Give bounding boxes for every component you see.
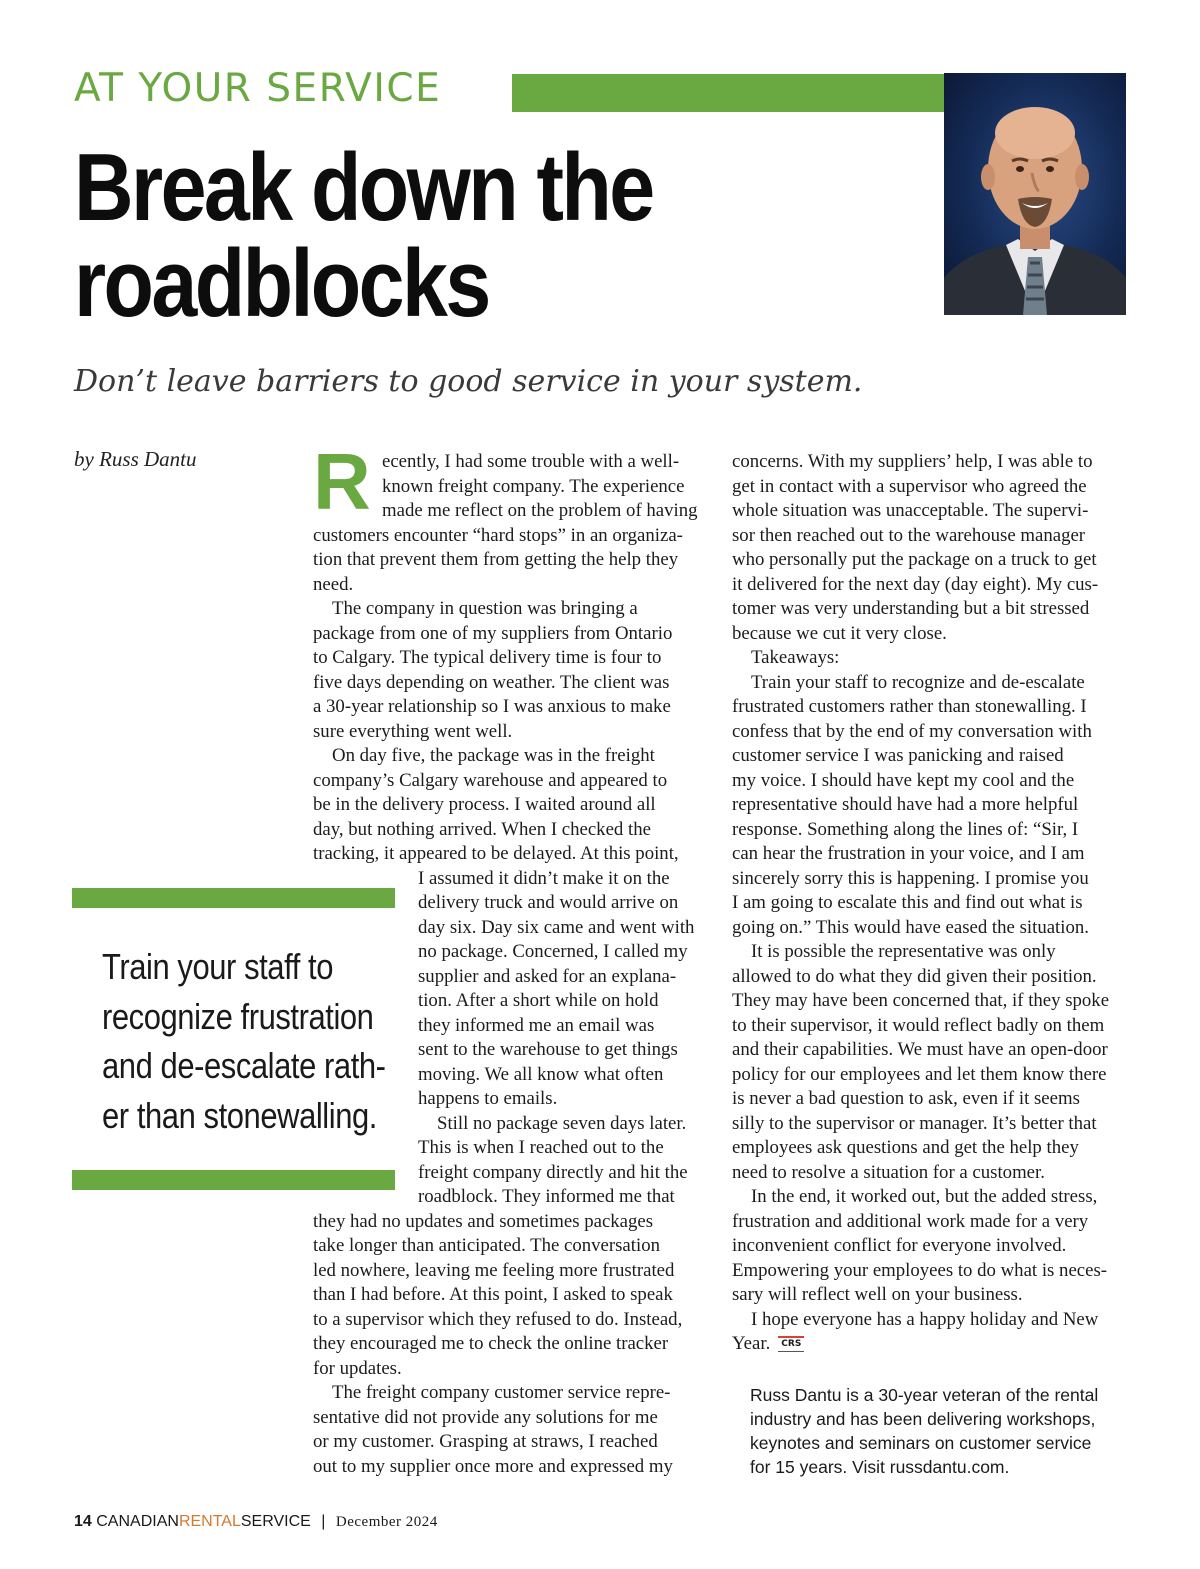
magazine-name-rental: RENTAL [178, 1513, 241, 1530]
body-line: my voice. I should have kept my cool and the [732, 769, 1075, 791]
body-line: Train your staff to recognize and de-escalate [751, 671, 1085, 693]
body-line: moving. We all know what often [418, 1063, 664, 1085]
body-line: need to resolve a situation for a customer. [732, 1161, 1045, 1183]
body-line: silly to the supervisor or manager. It’s better that [732, 1112, 1097, 1134]
body-line: This is when I reached out to the [418, 1137, 664, 1158]
body-line: On day five, the package was in the freight [332, 745, 655, 766]
magazine-name-service: SERVICE [240, 1513, 311, 1530]
body-line: tion. After a short while on hold [418, 990, 659, 1011]
author-portrait-illustration [944, 73, 1126, 315]
dek-subtitle: Don’t leave barriers to good service in your system. [74, 364, 863, 399]
body-line: sary will reflect well on your business. [732, 1284, 1023, 1305]
body-line: going on.” This would have eased the situation. [732, 916, 1089, 938]
body-line: I am going to escalate this and find out what is [732, 892, 1083, 913]
article-column-2 [732, 450, 1109, 1357]
last-line-text: Year. [732, 1333, 771, 1354]
body-line: out to my supplier once more and expressed my [313, 1455, 673, 1477]
byline: by Russ Dantu [74, 447, 197, 471]
body-line: to a supervisor which they refused to do. Instead, [313, 1308, 683, 1330]
body-line: it delivered for the next day (day eight). My cus- [732, 573, 1099, 595]
body-line: roadblock. They informed me that [418, 1186, 675, 1207]
headline-line-2: roadblocks [74, 230, 489, 337]
headline-line-1: Break down the [74, 134, 653, 241]
pull-quote-line: Train your staff to [102, 946, 334, 987]
body-line: The company in question was bringing a [332, 598, 638, 619]
body-line: freight company directly and hit the [418, 1161, 688, 1183]
body-line: led nowhere, leaving me feeling more frustrated [313, 1259, 675, 1281]
body-line: day, but nothing arrived. When I checked the [313, 818, 651, 840]
page-number: 14 [74, 1513, 92, 1530]
body-line: delivery truck and would arrive on [418, 892, 679, 913]
body-line: The freight company customer service repre- [332, 1382, 671, 1403]
body-line: It is possible the representative was only [751, 941, 1056, 962]
body-line: to Calgary. The typical delivery time is four to [313, 647, 662, 668]
section-label: AT YOUR SERVICE [74, 66, 442, 111]
body-line: package from one of my suppliers from Ontario [313, 622, 673, 644]
pull-quote-bottom-bar [72, 1170, 395, 1190]
body-line: allowed to do what they did given their position. [732, 965, 1097, 987]
body-line: inconvenient conflict for everyone involved. [732, 1235, 1067, 1256]
headline [74, 134, 788, 337]
body-line: Empowering your employees to do what is neces- [732, 1259, 1108, 1281]
body-line: representative should have had a more helpful [732, 794, 1079, 815]
pull-quote-line: and de-escalate rath- [102, 1045, 386, 1086]
body-line: company’s Calgary warehouse and appeared to [313, 769, 668, 791]
body-line: no package. Concerned, I called my [418, 941, 688, 962]
bio-line: keynotes and seminars on customer service [750, 1433, 1092, 1453]
body-line: five days depending on weather. The client was [313, 671, 670, 693]
body-line: Takeaways: [751, 647, 840, 668]
body-line: tomer was very understanding but a bit stressed [732, 598, 1090, 619]
body-line: day six. Day six came and went with [418, 916, 695, 938]
body-line: get in contact with a supervisor who agreed the [732, 475, 1087, 497]
bio-line: for 15 years. Visit russdantu.com. [750, 1457, 1010, 1477]
body-line: They may have been concerned that, if they spoke [732, 990, 1110, 1011]
body-line: because we cut it very close. [732, 622, 947, 644]
body-line: response. Something along the lines of: “Sir, I [732, 818, 1079, 840]
issue-date: December 2024 [335, 1514, 438, 1530]
bio-line: Russ Dantu is a 30-year veteran of the rental [750, 1385, 1099, 1405]
body-line: sent to the warehouse to get things [418, 1039, 678, 1060]
magazine-name [96, 1513, 311, 1530]
body-line: tion that prevent them from getting the help they [313, 549, 679, 570]
body-line: I hope everyone has a happy holiday and New [751, 1308, 1099, 1330]
section-accent-bar [512, 74, 944, 112]
body-line: supplier and asked for an explana- [418, 965, 677, 987]
body-line-last [732, 1332, 1109, 1357]
magazine-name-canadian: CANADIAN [96, 1513, 179, 1530]
bio-line: industry and has been delivering workshops, [750, 1409, 1096, 1429]
author-photo [944, 73, 1126, 315]
body-line: happens to emails. [418, 1088, 558, 1109]
body-line: whole situation was unacceptable. The supervi- [732, 500, 1089, 521]
body-line: need. [313, 573, 354, 595]
body-line: and their capabilities. We must have an open-door [732, 1039, 1108, 1060]
pull-quote-top-bar [72, 888, 395, 908]
body-line: sure everything went well. [313, 720, 513, 742]
drop-cap: R [313, 437, 371, 526]
body-line: be in the delivery process. I waited around all [313, 794, 656, 815]
body-line: sincerely sorry this is happening. I promise you [732, 867, 1089, 889]
body-line: confess that by the end of my conversation with [732, 720, 1092, 742]
page-footer [74, 1510, 438, 1534]
body-line: they informed me an email was [418, 1014, 655, 1036]
footer-separator: | [321, 1513, 326, 1530]
body-line: I assumed it didn’t make it on the [418, 867, 670, 889]
body-line: known freight company. The experience [382, 475, 685, 497]
body-line: they encouraged me to check the online tracker [313, 1333, 669, 1354]
pull-quote [102, 942, 386, 1140]
body-line: In the end, it worked out, but the added stress, [751, 1186, 1098, 1207]
pull-quote-line: er than stonewalling. [102, 1094, 377, 1136]
body-line: ecently, I had some trouble with a well- [382, 451, 680, 472]
body-line: take longer than anticipated. The conversation [313, 1235, 660, 1256]
body-line: to their supervisor, it would reflect badly on them [732, 1014, 1105, 1036]
body-line: is never a bad question to ask, even if it seems [732, 1088, 1080, 1109]
body-line: or my customer. Grasping at straws, I reached [313, 1431, 658, 1452]
body-line: a 30-year relationship so I was anxious to make [313, 696, 671, 717]
body-line: customers encounter “hard stops” in an organiza- [313, 524, 683, 546]
body-line: concerns. With my suppliers’ help, I was able to [732, 451, 1093, 472]
body-line: frustrated customers rather than stonewalling. I [732, 696, 1087, 717]
body-line: can hear the frustration in your voice, and I am [732, 843, 1085, 864]
body-line: employees ask questions and get the help they [732, 1137, 1079, 1158]
body-line: who personally put the package on a truck to get [732, 549, 1097, 570]
body-line: they had no updates and sometimes packages [313, 1210, 654, 1232]
author-bio [750, 1383, 1098, 1479]
body-line: for updates. [313, 1357, 402, 1379]
body-line: policy for our employees and let them know there [732, 1063, 1107, 1085]
body-line: than I had before. At this point, I asked to speak [313, 1284, 673, 1305]
body-line: sentative did not provide any solutions for me [313, 1406, 658, 1428]
body-line: frustration and additional work made for a very [732, 1210, 1089, 1232]
body-line: tracking, it appeared to be delayed. At this point, [313, 843, 679, 864]
body-line: sor then reached out to the warehouse manager [732, 524, 1086, 546]
body-line: Still no package seven days later. [437, 1112, 687, 1134]
body-line: customer service I was panicking and raised [732, 745, 1064, 766]
crs-end-mark: CRS [778, 1336, 804, 1352]
body-line: made me reflect on the problem of having [382, 500, 698, 521]
pull-quote-line: recognize frustration [102, 995, 374, 1037]
